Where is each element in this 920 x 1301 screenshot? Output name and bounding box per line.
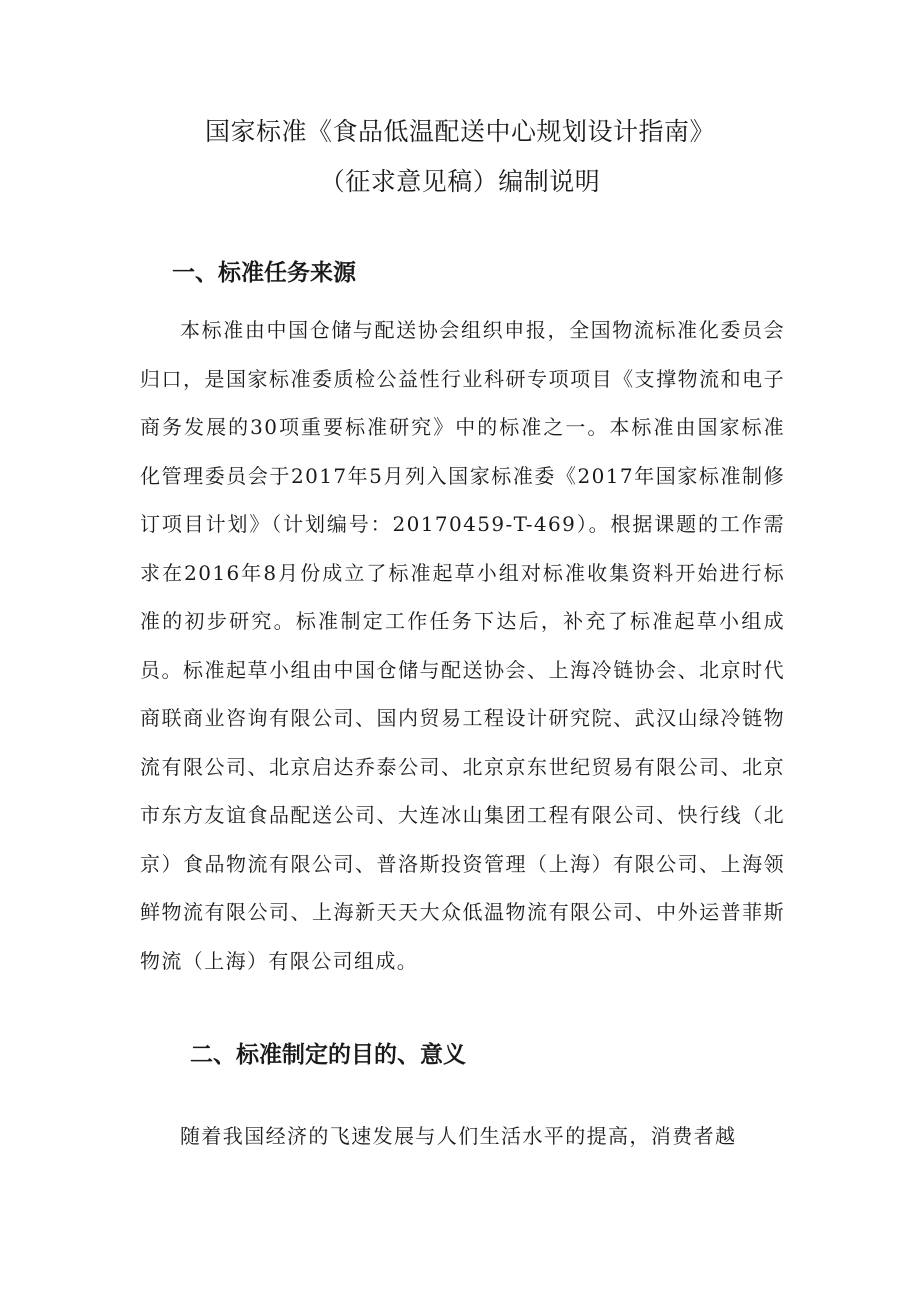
section-2-paragraph: 随着我国经济的飞速发展与人们生活水平的提高，消费者越 xyxy=(180,1124,737,1148)
document-title-line-2: （征求意见稿）编制说明 xyxy=(319,167,601,196)
section-1-heading: 一、标准任务来源 xyxy=(172,260,356,286)
section-1-paragraph: 本标准由中国仓储与配送协会组织申报，全国物流标准化委员会归口，是国家标准委质检公益性行业科研专项项目《支撑物流和电子商务发展的30项重要标准研究》中的标准之一。本标准由国家标准化管理委员会于2017年5月列入国家标准委《2017年国家标准制修订项目计划》（计划编号：20170459-T-469）。根据课题的工作需求在2016年8月份成立了标准起草小组对标准收集资料开始进行标准的初步研究。标准制定工作任务下达后，补充了标准起草小组成员。标准起草小组由中国仓储与配送协会、上海冷链协会、北京时代商联商业咨询有限公司、国内贸易工程设计研究院、武汉山绿冷链物流有限公司、北京启达乔泰公司、北京京东世纪贸易有限公司、北京市东方友谊食品配送公司、大连冰山集团工程有限公司、快行线（北京）食品物流有限公司、普洛斯投资管理（上海）有限公司、上海领鲜物流有限公司、上海新天天大众低温物流有限公司、中外运普菲斯物流（上海）有限公司组成。 xyxy=(140,318,785,973)
section-2-heading: 二、标准制定的目的、意义 xyxy=(190,1042,466,1068)
document-title-line-1: 国家标准《食品低温配送中心规划设计指南》 xyxy=(204,117,715,146)
